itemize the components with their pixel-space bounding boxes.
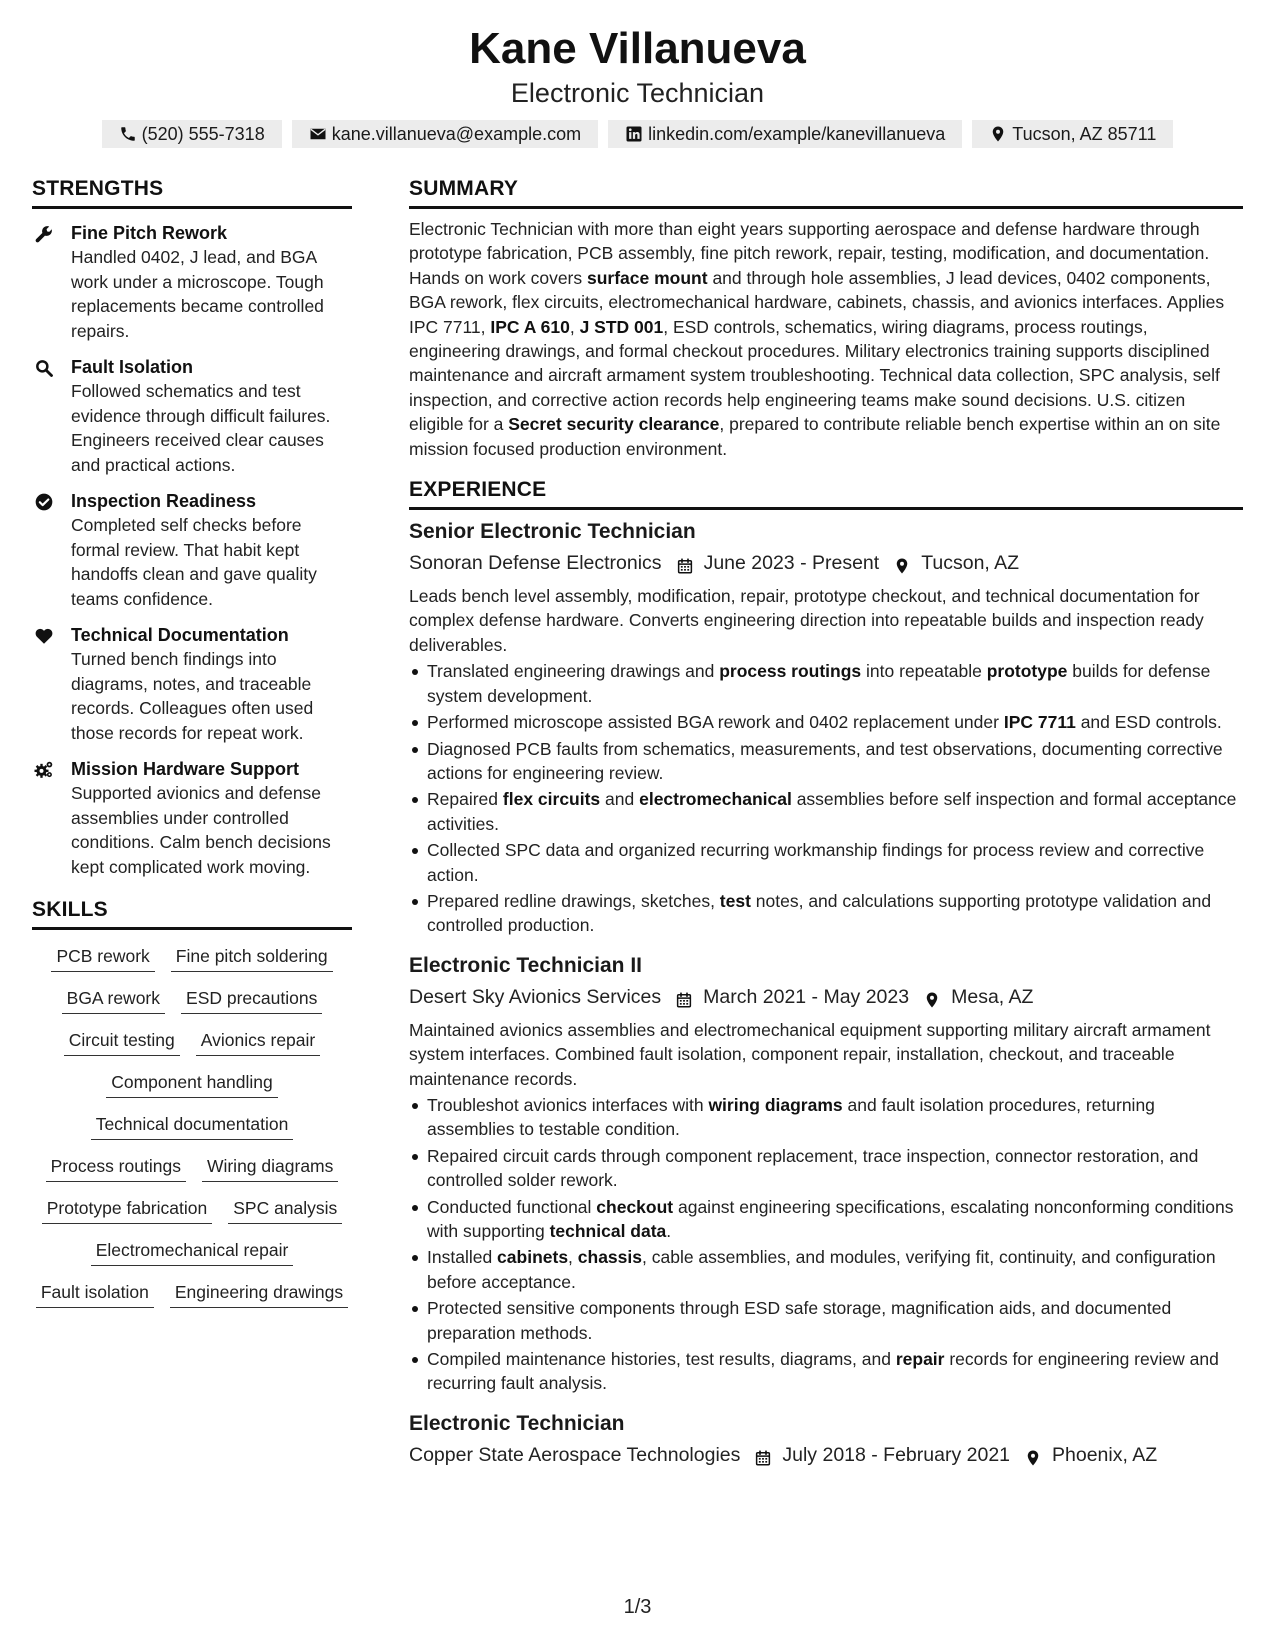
contact-phone-text: (520) 555-7318	[141, 123, 265, 144]
page-number: 1/3	[623, 1596, 652, 1618]
contact-email-text: kane.villanueva@example.com	[331, 123, 582, 144]
summary-text: Electronic Technician with more than eight years supporting aerospace and defense hardware through prototype fabrication, PCB assembly, fine pitch rework, repair, testing, modification, and documentation. Hands on work covers surface mount and through hole assemblies, J lead devices, 0402 components, BGA rework, flex circuits, electromechanical hardware, cabinets, chassis, and avionics interfaces. Applies IPC 7711, IPC A 610, J STD 001, ESD controls, schematics, wiring diagrams, process routings, engineering drawings, and formal checkout procedures. Military electronics training supports disciplined maintenance and aircraft armament system troubleshooting. Technical data collection, SPC analysis, self inspection, and corrective action records help engineering teams make sound decisions. U.S. citizen eligible for a Secret security clearance, prepared to contribute reliable bench expertise within an on site mission focused production environment.	[409, 219, 1225, 459]
strength-item	[32, 355, 352, 477]
company-name: Desert Sky Avionics Services	[409, 985, 662, 1008]
skill-tag: Component handling	[106, 1070, 278, 1098]
skill-tag: Circuit testing	[64, 1028, 180, 1056]
linkedin-icon	[625, 125, 643, 143]
map-pin-icon	[989, 125, 1007, 143]
bullet-item: Compiled maintenance histories, test results, diagrams, and repair records for engineering review and recurring fault analysis.	[409, 1347, 1243, 1396]
job-location: Phoenix, AZ	[1052, 1443, 1158, 1466]
job-description: Leads bench level assembly, modification, repair, prototype checkout, and technical documentation for complex defense hardware. Converts engineering direction into repeatable builds and inspection ready deliverables.	[409, 586, 1204, 655]
job-description: Maintained avionics assemblies and electromechanical equipment supporting military aircraft armament system interfaces. Combined fault isolation, component repair, installation, checkout, and traceable maintenance records.	[409, 1019, 1211, 1089]
strengths-list	[32, 221, 352, 879]
job-entry	[409, 518, 1243, 938]
strength-item	[32, 489, 352, 611]
job-entry	[409, 952, 1243, 1396]
skill-tag: SPC analysis	[228, 1196, 342, 1224]
bullet-item: Protected sensitive components through ESD safe storage, magnification aids, and documented preparation methods.	[409, 1296, 1243, 1345]
strength-description: Completed self checks before formal review. That habit kept handoffs clean and gave quality teams confidence.	[71, 515, 317, 609]
company-name: Copper State Aerospace Technologies	[409, 1443, 741, 1466]
bullet-item: Performed microscope assisted BGA rework and 0402 replacement under IPC 7711 and ESD controls.	[409, 710, 1243, 734]
job-dates: March 2021 - May 2023	[703, 985, 910, 1008]
strength-title: Mission Hardware Support	[71, 759, 300, 779]
job-location: Tucson, AZ	[921, 552, 1020, 575]
job-dates: June 2023 - Present	[703, 552, 880, 575]
bullet-item: Repaired circuit cards through component replacement, trace inspection, connector restoration, and controlled solder rework.	[409, 1144, 1243, 1193]
gears-icon	[34, 760, 54, 780]
experience-heading: EXPERIENCE	[409, 477, 1243, 510]
skill-tag: Electromechanical repair	[91, 1238, 294, 1266]
skill-tag: Fault isolation	[36, 1280, 154, 1308]
contact-location-text: Tucson, AZ 85711	[1012, 123, 1157, 144]
skills-heading: SKILLS	[32, 897, 352, 930]
skill-tag: Fine pitch soldering	[171, 944, 333, 972]
calendar-icon	[675, 988, 693, 1006]
company-name: Sonoran Defense Electronics	[409, 552, 662, 575]
resume-header	[0, 22, 1275, 148]
map-pin-icon	[923, 988, 941, 1006]
summary-heading: SUMMARY	[409, 176, 1243, 209]
strength-description: Followed schematics and test evidence through difficult failures. Engineers received clear causes and practical actions.	[71, 381, 331, 475]
skill-tag: Wiring diagrams	[202, 1154, 338, 1182]
job-title: Electronic Technician II	[409, 953, 643, 977]
strength-title: Inspection Readiness	[71, 491, 257, 511]
bullet-item: Troubleshot avionics interfaces with wiring diagrams and fault isolation procedures, returning assemblies to testable condition.	[409, 1093, 1243, 1142]
contact-linkedin-text: linkedin.com/example/kanevillanueva	[648, 123, 946, 144]
strength-item	[32, 757, 352, 879]
candidate-name: Kane Villanueva	[469, 24, 806, 73]
calendar-icon	[754, 1446, 772, 1464]
skills-section	[32, 897, 352, 1308]
calendar-icon	[676, 554, 694, 572]
skill-tag: Avionics repair	[196, 1028, 320, 1056]
phone-icon	[119, 125, 137, 143]
job-location: Mesa, AZ	[951, 985, 1034, 1008]
job-meta	[409, 982, 1243, 1012]
contact-location[interactable]	[972, 120, 1173, 148]
job-list	[409, 518, 1243, 1470]
strength-description: Handled 0402, J lead, and BGA work under a microscope. Tough replacements became controlled repairs.	[71, 247, 324, 341]
skill-tag: Technical documentation	[91, 1112, 294, 1140]
skill-tag: Prototype fabrication	[42, 1196, 213, 1224]
skills-list	[32, 944, 352, 1308]
bullet-item: Prepared redline drawings, sketches, test notes, and calculations supporting prototype validation and controlled production.	[409, 889, 1243, 938]
strength-title: Technical Documentation	[71, 625, 289, 645]
job-title: Electronic Technician	[409, 1411, 625, 1435]
contact-email[interactable]	[292, 120, 598, 148]
skill-tag: BGA rework	[62, 986, 165, 1014]
skill-tag: Process routings	[46, 1154, 186, 1182]
map-pin-icon	[893, 554, 911, 572]
bullet-item: Translated engineering drawings and process routings into repeatable prototype builds for defense system development.	[409, 659, 1243, 708]
bullet-item: Collected SPC data and organized recurring workmanship findings for process review and corrective action.	[409, 838, 1243, 887]
job-bullets	[409, 659, 1243, 937]
strength-item	[32, 221, 352, 343]
job-dates: July 2018 - February 2021	[782, 1443, 1011, 1466]
candidate-title: Electronic Technician	[510, 78, 765, 108]
bullet-item: Installed cabinets, chassis, cable assemblies, and modules, verifying fit, continuity, and configuration before acceptance.	[409, 1245, 1243, 1294]
strength-description: Supported avionics and defense assemblies under controlled conditions. Calm bench decisions kept complicated work moving.	[71, 783, 331, 877]
skill-tag: PCB rework	[51, 944, 154, 972]
strength-description: Turned bench findings into diagrams, notes, and traceable records. Colleagues often used those records for repeat work.	[71, 649, 314, 743]
experience-section	[409, 477, 1243, 1470]
map-pin-icon	[1024, 1446, 1042, 1464]
strength-item	[32, 623, 352, 745]
skill-tag: ESD precautions	[181, 986, 322, 1014]
envelope-icon	[309, 125, 327, 143]
magnifier-icon	[34, 358, 54, 378]
skill-tag: Engineering drawings	[170, 1280, 348, 1308]
job-meta	[409, 1440, 1243, 1470]
contact-phone[interactable]	[102, 120, 282, 148]
job-entry	[409, 1410, 1243, 1470]
bullet-item: Diagnosed PCB faults from schematics, measurements, and test observations, documenting corrective actions for engineering review.	[409, 737, 1243, 786]
strengths-heading: STRENGTHS	[32, 176, 352, 209]
strength-title: Fine Pitch Rework	[71, 223, 228, 243]
contact-linkedin[interactable]	[608, 120, 962, 148]
job-title: Senior Electronic Technician	[409, 520, 696, 544]
left-column	[32, 176, 352, 1308]
check-circle-icon	[34, 492, 54, 512]
strength-title: Fault Isolation	[71, 357, 194, 377]
heart-icon	[34, 626, 54, 646]
bullet-item: Repaired flex circuits and electromechanical assemblies before self inspection and formal acceptance activities.	[409, 787, 1243, 836]
job-meta	[409, 548, 1243, 578]
right-column	[409, 176, 1243, 1470]
job-bullets	[409, 1093, 1243, 1396]
bullet-item: Conducted functional checkout against engineering specifications, escalating nonconforming conditions with supporting technical data.	[409, 1195, 1243, 1244]
wrench-icon	[34, 224, 54, 244]
contact-bar	[0, 120, 1275, 148]
